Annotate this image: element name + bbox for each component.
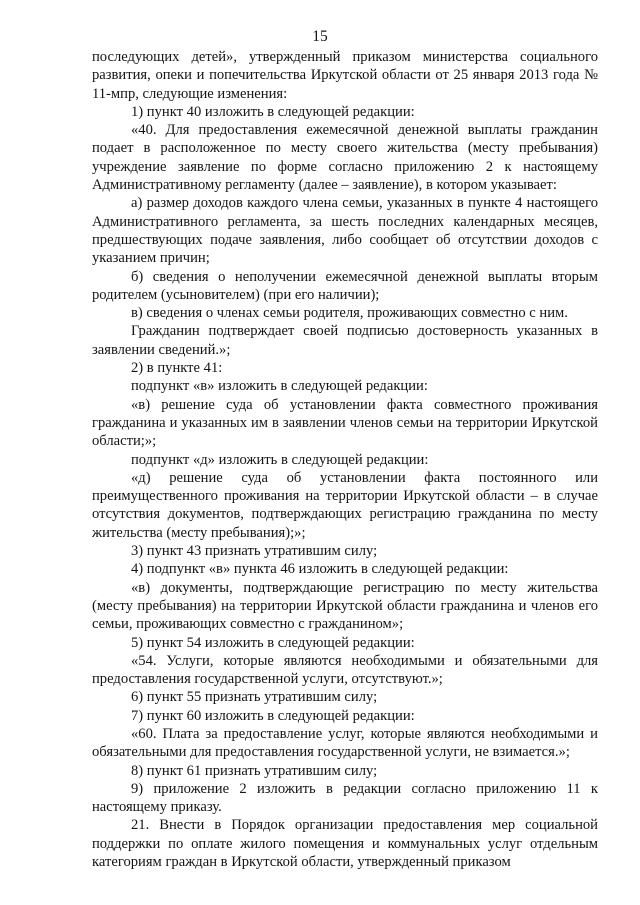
item-2-point-41: 2) в пункте 41:: [131, 360, 223, 377]
quoted-point-46-v: «в) документы, подтверждающие регистрацию по месту жительства (месту пребывания) на территории Иркутской области гражданина и членов его семьи, проживающих совместно с гражданином»;: [92, 579, 598, 633]
item-3-point-43: 3) пункт 43 признать утратившим силу;: [131, 543, 378, 560]
item-9-appendix-2: 9) приложение 2 изложить в редакции согласно приложению 11 к настоящему приказу.: [92, 780, 598, 816]
quoted-point-40: «40. Для предоставления ежемесячной денежной выплаты гражданин подает в расположенное по месту своего жительства (месту пребывания) учреждение заявление по форме согласно приложению 2 к настоящему Административному регламенту (далее – заявление), в котором указывает:: [92, 122, 598, 194]
item-7-point-60: 7) пункт 60 изложить в следующей редакции:: [131, 707, 415, 724]
quoted-point-60: «60. Плата за предоставление услуг, которые являются необходимыми и обязательными для предоставления государственной услуги, не взимается.»;: [92, 725, 598, 761]
signature-confirmation: Гражданин подтверждает своей подписью достоверность указанных в заявлении сведений.»;: [92, 323, 598, 358]
page-number: 15: [312, 28, 328, 45]
subitem-a: а) размер доходов каждого члена семьи, указанных в пункте 4 настоящего Административного регламента, за шесть последних календарных месяцев, предшествующих подаче заявления, либо сообщает об отсутствии доходов с указанием причин;: [92, 195, 598, 267]
subpoint-v-heading: подпункт «в» изложить в следующей редакции:: [131, 378, 428, 395]
quoted-subpoint-d: «д) решение суда об установлении факта постоянного или преимущественного проживания на территории Иркутской области – в случае отсутствия документов, подтверждающих регистрацию гражданина по месту жительства (месту пребывания);»;: [92, 469, 598, 541]
subitem-b: б) сведения о неполучении ежемесячной денежной выплаты вторым родителем (усыновителем) (при его наличии);: [92, 268, 598, 303]
document-body: [92, 48, 598, 871]
section-21: 21. Внести в Порядок организации предоставления мер социальной поддержки по оплате жилого помещения и коммунальных услуг отдельным категориям граждан в Иркутской области, утвержденный приказом: [92, 817, 598, 871]
subpoint-d-heading: подпункт «д» изложить в следующей редакции:: [131, 451, 429, 468]
quoted-point-54: «54. Услуги, которые являются необходимыми и обязательными для предоставления государственной услуги, отсутствуют.»;: [92, 652, 598, 688]
item-8-point-61: 8) пункт 61 признать утратившим силу;: [131, 762, 378, 779]
paragraph-continuation: последующих детей», утвержденный приказом министерства социального развития, опеки и попечительства Иркутской области от 25 января 2013 года № 11-мпр, следующие изменения:: [92, 49, 598, 102]
item-1-point-40: 1) пункт 40 изложить в следующей редакции:: [131, 103, 415, 120]
item-6-point-55: 6) пункт 55 признать утратившим силу;: [131, 689, 378, 706]
item-4-point-46: 4) подпункт «в» пункта 46 изложить в следующей редакции:: [131, 561, 509, 578]
item-5-point-54: 5) пункт 54 изложить в следующей редакции:: [131, 634, 415, 651]
quoted-subpoint-v: «в) решение суда об установлении факта совместного проживания гражданина и указанных им в заявлении членов семьи на территории Иркутской области;»;: [92, 396, 598, 450]
subitem-v: в) сведения о членах семьи родителя, проживающих совместно с ним.: [131, 305, 568, 322]
